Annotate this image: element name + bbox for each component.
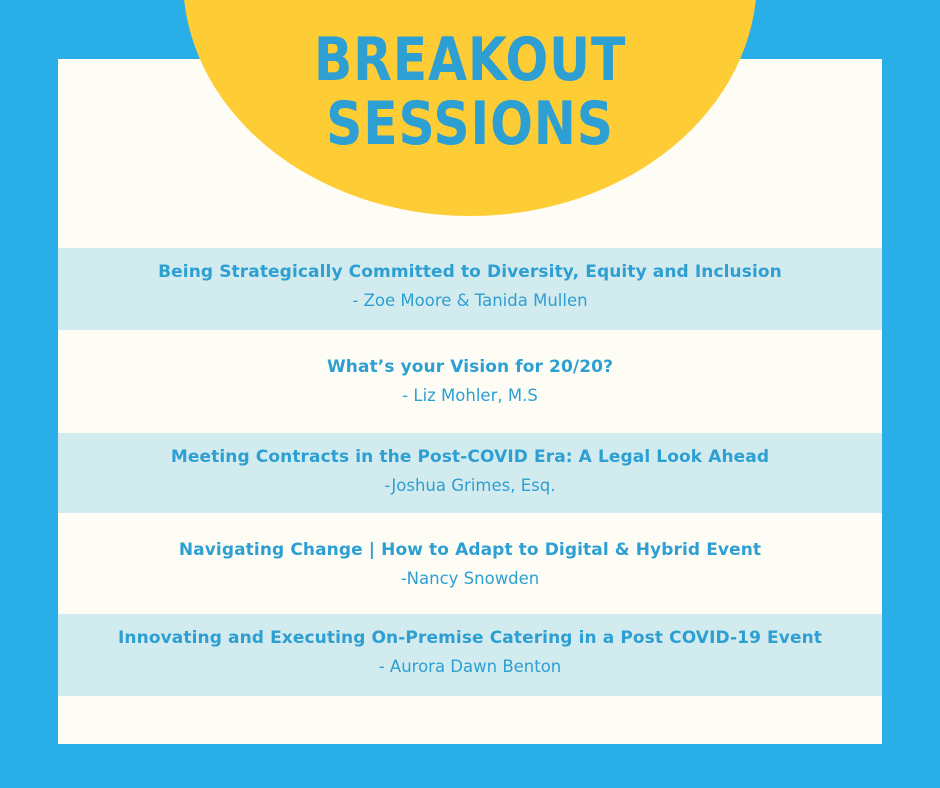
session-speaker: -Nancy Snowden xyxy=(400,569,540,588)
session-title: Being Strategically Committed to Diversity, Equity and Inclusion xyxy=(158,262,782,282)
page-title xyxy=(229,25,711,159)
session-title: Innovating and Executing On-Premise Catering in a Post COVID-19 Event xyxy=(118,628,822,648)
title-line-1: BREAKOUT xyxy=(313,25,627,95)
session-title: Meeting Contracts in the Post-COVID Era: A Legal Look Ahead xyxy=(170,447,770,467)
session-item-2 xyxy=(58,343,882,425)
session-speaker: - Liz Mohler, M.S xyxy=(402,386,538,405)
session-item-1 xyxy=(58,248,882,330)
session-speaker: -Joshua Grimes, Esq. xyxy=(384,476,556,495)
session-title: What’s your Vision for 20/20? xyxy=(326,357,614,377)
title-line-2: SESSIONS xyxy=(326,89,614,159)
session-item-5 xyxy=(58,614,882,696)
session-title: Navigating Change | How to Adapt to Digital & Hybrid Event xyxy=(178,540,762,560)
session-speaker: - Zoe Moore & Tanida Mullen xyxy=(352,291,588,310)
session-item-3 xyxy=(58,433,882,513)
session-item-4 xyxy=(58,526,882,608)
session-speaker: - Aurora Dawn Benton xyxy=(378,657,562,676)
